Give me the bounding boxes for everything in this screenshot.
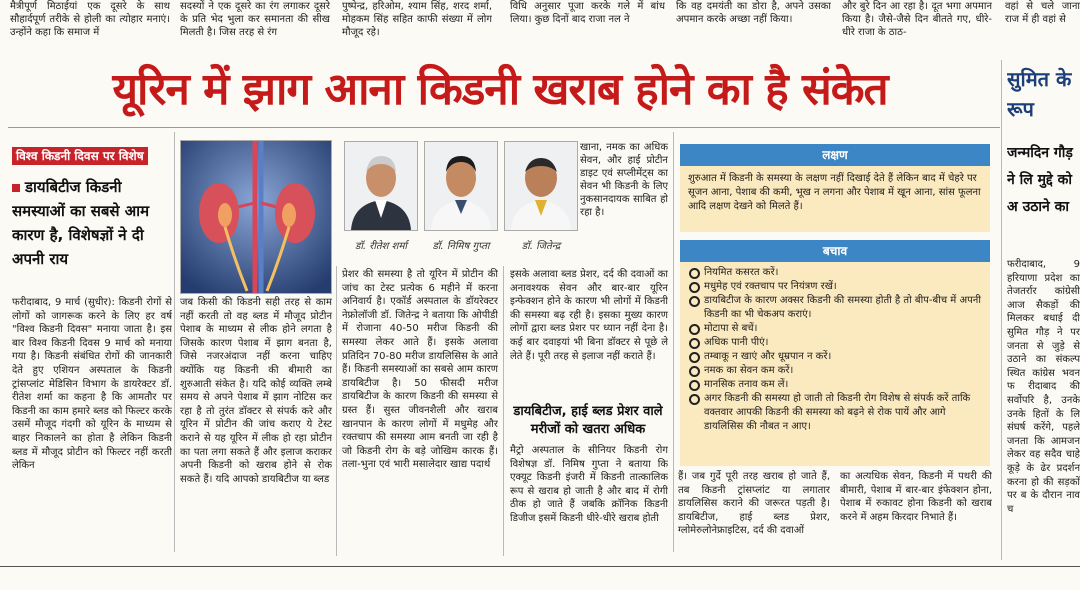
circle-bullet-icon — [689, 296, 700, 307]
symptoms-box — [680, 144, 990, 232]
symptoms-heading: लक्षण — [680, 144, 990, 166]
side-text: खाना, नमक का अधिक सेवन, और हाई प्रोटीन डाइट एवं सप्लीमेंट्स का सेवन भी किडनी के लिए नुकसानदायक साबित हो रहा है। — [580, 142, 668, 218]
prevention-item: डायबिटीज के कारण अक्सर किडनी की समस्या होती है तो बीप-बीच में अपनी किडनी का भी चेकअप कराएं। — [688, 294, 982, 322]
person-icon — [505, 142, 577, 230]
right-article-subhead: जन्मदिन गौड़ ने लि मुद्दे को अ उठाने का — [1007, 145, 1073, 215]
top-strip-col-5: कि वह दमयंती का डोरा है, अपने उसका अपमान करके अच्छा नहीं किया। — [676, 1, 831, 25]
circle-bullet-icon — [689, 282, 700, 293]
doctor-photo — [424, 141, 498, 231]
prevention-item: मधुमेह एवं रक्तचाप पर नियंत्रण रखें। — [688, 280, 982, 294]
article-bottom-col-a: हैं। जब गुर्दे पूरी तरह खराब हो जाते हैं, तब किडनी ट्रांसप्लांट या लगातार डायलिसिस कराने की जरूरत पड़ती है। डायबिटीज, हाई ब्लड प्रेशर, ग्लोमेरुलोनेफ्राइटिस, दर्द की दवाओं — [678, 471, 830, 537]
headline-divider — [8, 127, 1000, 128]
column-rule — [673, 132, 674, 552]
prevention-list — [688, 266, 982, 434]
column-rule — [336, 266, 337, 556]
article-col-4-top: इसके अलावा ब्लड प्रेशर, दर्द की दवाओं का अनावश्यक सेवन और बार-बार यूरिन इन्फेक्शन होने के कारण भी लोगों में किडनी की समस्या बढ़ रही है। इसका मुख्य कारण लोगों द्वारा ब्लड प्रेशर पर ध्यान नहीं देना है। कई बार दवाइयां भी बिना डॉक्टर से पूछे ले लेते हैं। पूरी तरह से इलाज नहीं कराते हैं। — [510, 269, 668, 362]
doctor-photo — [344, 141, 418, 231]
column-rule — [174, 132, 175, 552]
prevention-item: नियमित कसरत करें। — [688, 266, 982, 280]
doctor-caption: डॉ. जितेन्द्र — [521, 241, 561, 252]
prevention-heading: बचाव — [680, 240, 990, 262]
article-col-2: जब किसी की किडनी सही तरह से काम नहीं करती तो वह ब्लड में मौजूद प्रोटीन पेशाब के माध्यम से लीक होने लगता है जिसके कारण पेशाब में झाग बनता है, जिसे नजरअंदाज नहीं करना चाहिए क्योंकि यह किडनी की बीमारी का शुरुआती संकेत है। यदि कोई व्यक्ति लम्बे समय से अपने पेशाब में झाग नोटिस कर रहा है तो तुरंत डॉक्टर से संपर्क करे और यूरिन में प्रोटीन की जांच कराए ये टेस्ट कराने से यह यूरिन में लीक हो रहा प्रोटीन का पता लगा सकते हैं और इलाज कराकर अपनी किडनी को खराब होने से रोक सकते हैं। यदि आपको डायबिटीज या ब्लड — [180, 297, 332, 485]
top-strip-col-7: वहां से चले जाना राज में ही वहां से — [1005, 1, 1080, 25]
article-col-3: प्रेशर की समस्या है तो यूरिन में प्रोटीन की जांच का टेस्ट प्रत्येक 6 महीने में करना अनिवार्य है। एकॉर्ड अस्पताल के डॉयरेक्टर नेफ्रोलॉजी डॉ. जितेन्द्र ने बताया कि ओपीडी में रोजाना 40-50 मरीज किडनी की समस्या लेकर आते हैं। इसके अलावा प्रतिदिन 70-80 मरीज डायलिसिस के आते हैं। किडनी समस्याओं का सबसे आम कारण डायबिटीज है। 50 फीसदी मरीज डायबिटीज के कारण किडनी की समस्या से ग्रस्त हैं। सुस्त जीवनशैली और खराब खानपान के कारण लोगों में मधुमेह और रक्तचाप की समस्या आम बनती जा रही है जो किडनी रोग के बड़े जोखिम कारक हैं। तला-भुना एवं भारी मसालेदार खाद्य पदार्थ — [342, 269, 498, 471]
circle-bullet-icon — [689, 352, 700, 363]
prevention-item: अगर किडनी की समस्या हो जाती तो किडनी रोग विशेष से संपर्क करें ताकि वक्तवार आपकी किडनी की समस्या को बढ़ने से रोक पायें और आगे डायलिसिस की नौबत न आए। — [688, 392, 982, 434]
circle-bullet-icon — [689, 324, 700, 335]
article-bottom-col-b: का अत्यधिक सेवन, किडनी में पथरी की बीमारी, पेशाब में बार-बार इंफेक्शन होना, पेशाब में रुकावट होना किडनी को खराब करने में अहम किरदार निभाते हैं। — [840, 471, 992, 523]
article-col-1: फरीदाबाद, 9 मार्च (सुधीर): किडनी रोगों से लोगों को जागरूक करने के लिए हर वर्ष "विश्व किडनी दिवस" मनाया जाता है। इस बार विश्व किडनी दिवस 9 मार्च को मनाया गया है। किडनी संबंधित रोगों की जानकारी देते हुए एशियन अस्पताल के किडनी ट्रांसप्लांट मेडिसिन विभाग के डायरेक्टर डॉ. रीतेश शर्मा का कहना है कि आमतौर पर किडनी का काम हमारे ब्लड को फिल्टर करके उसमें मौजूद गंदगी को यूरिन के माध्यम से बाहर निकालने का होता है लेकिन किडनी ब्लड में मौजूद प्रोटीन को फिल्टर नहीं करती लेकिन — [12, 297, 172, 472]
article-subhead — [12, 175, 172, 275]
prevention-box — [680, 240, 990, 466]
prevention-list-wrap — [680, 262, 990, 466]
article-col-4-subhead: डायबिटीज, हाई ब्लड प्रेशर वाले मरीजों को खतरा अधिक — [513, 404, 663, 437]
circle-bullet-icon — [689, 394, 700, 405]
circle-bullet-icon — [689, 366, 700, 377]
top-strip-col-6: और बुरे दिन आ रहा है। दूत भगा अपमान किया है। जैसे-जैसे दिन बीतते गए, धीरे-धीरे राजा के ठाठ- — [842, 1, 992, 38]
bullet-icon — [12, 184, 20, 192]
special-tag — [12, 145, 172, 164]
column-rule — [1001, 60, 1002, 560]
column-rule — [503, 266, 504, 556]
article-subhead-text: डायबिटीज किडनी समस्याओं का सबसे आम कारण है, विशेषज्ञों ने दी अपनी राय — [12, 178, 150, 268]
top-strip-col-3: पुष्पेन्द्र, हरिओम, श्याम सिंह, शरद शर्मा, मोहकम सिंह सहित काफी संख्या में लोग मौजूद रहे। — [342, 1, 492, 38]
doctor-caption: डॉ. निमिष गुप्ता — [432, 241, 490, 252]
prevention-item: मानसिक तनाव कम लें। — [688, 378, 982, 392]
top-strip-col-1: मैत्रीपूर्ण मिठाईयां एक दूसरे के साथ सौहार्दपूर्ण तरीके से होली का त्योहार मनाएं। उन्होंने कहा कि समाज में — [10, 1, 170, 38]
circle-bullet-icon — [689, 380, 700, 391]
kidney-illustration — [180, 140, 332, 294]
article-col-4-bottom: मैट्रो अस्पताल के सीनियर किडनी रोग विशेषज्ञ डॉ. निमिष गुप्ता ने बताया कि एक्यूट किडनी इंजरी में किडनी तात्कालिक रूप से खराब हो जाती है और बाद में रोगी ठीक हो जाते हैं जबकि क्रॉनिक किडनी डिजीज इसमें किडनी धीरे-धीरे खराब होती — [510, 445, 668, 524]
right-article-title: सुमित के रूप — [1007, 67, 1072, 121]
person-icon — [345, 142, 417, 230]
top-strip-col-4: विधि अनुसार पूजा करके गले में बांध लिया। कुछ दिनों बाद राजा नल ने — [510, 1, 665, 25]
prevention-item: अधिक पानी पीएं। — [688, 336, 982, 350]
page-fold-line — [0, 566, 1080, 567]
prevention-item: मोटापा से बचें। — [688, 322, 982, 336]
prevention-item: तम्बाकू न खाएं और धूम्रपान न करें। — [688, 350, 982, 364]
kidney-icon — [181, 141, 331, 293]
circle-bullet-icon — [689, 338, 700, 349]
special-tag-label: विश्व किडनी दिवस पर विशेष — [12, 147, 148, 165]
right-article-body: फरीदाबाद, 9 हरियाणा प्रदेश का तेजतर्रार कांग्रेसी आज सैकड़ों की मिलकर बधाई दी सुमित गौड़ ने पर जनता से जुड़े से उठाने का संकल्प स्थित कांग्रेस भवन फ रीदाबाद की सर्वोपरि है, उनके उनके हितों के लि संघर्ष करेंगे, पहले जनता कि आमजन लेकर वह सदैव चाहे कूड़े के ढेर प्रदर्शन करना हो की सड़कों पर ब के दौरान नाव च — [1007, 259, 1080, 515]
circle-bullet-icon — [689, 268, 700, 279]
top-strip-col-2: सदस्यों ने एक दूसरे का रंग लगाकर दूसरे के प्रति भेद भुला कर समानता की सीख मिलती है। जिस तरह से रंग — [180, 1, 330, 38]
doctor-photo — [504, 141, 578, 231]
symptoms-text: शुरुआत में किडनी के समस्या के लक्षण नहीं दिखाई देते हैं लेकिन बाद में चेहरे पर सूजन आना, पेशाब की कमी, भूख न लगना और पेशाब में खून आना, सांस फूलना आदि लक्षण देखने को मिलते हैं। — [680, 166, 990, 232]
person-icon — [425, 142, 497, 230]
doctor-caption: डॉ. रीतेश शर्मा — [354, 241, 408, 252]
headline: यूरिन में झाग आना किडनी खराब होने का है संकेत — [112, 64, 888, 115]
prevention-item: नमक का सेवन कम करें। — [688, 364, 982, 378]
